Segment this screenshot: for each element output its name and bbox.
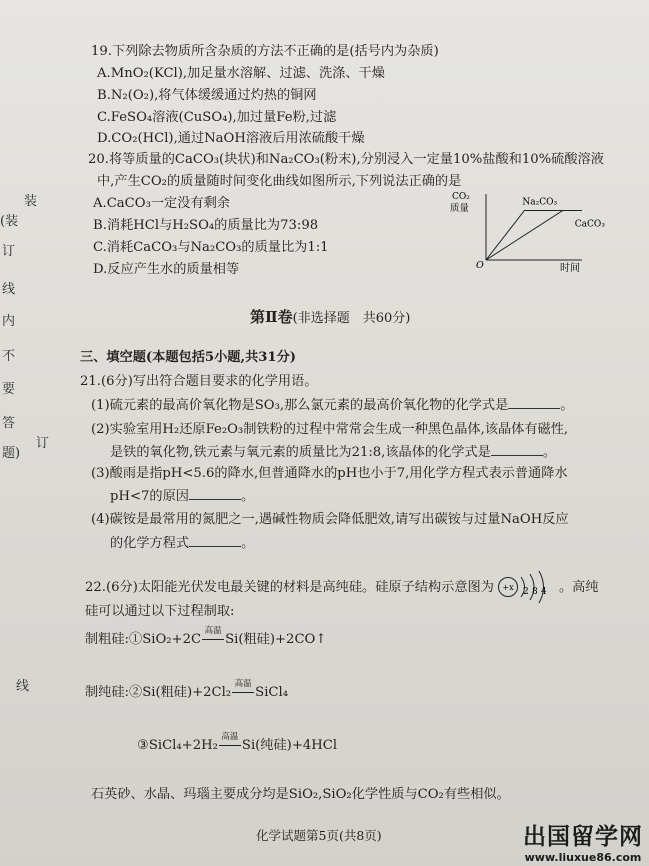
atom-nucleus-charge: +x [502, 583, 514, 592]
atom-shell-1-electrons: 2 [523, 587, 529, 597]
margin-label-6: 要 [2, 382, 16, 397]
q21-part-2b-text: 是铁的氧化物,铁元素与氧元素的质量比为21:8,该晶体的化学式是 [110, 445, 491, 460]
q21-part-3b: pH<7的原因 。 [110, 489, 255, 504]
eq1-condition [202, 626, 224, 648]
section-2-name: 第Ⅱ卷 [250, 308, 293, 326]
q21-part-3b-text: pH<7的原因 [110, 489, 189, 504]
series-line-1 [486, 211, 582, 261]
crude-silicon-label: 制粗硅: [85, 632, 130, 647]
q20-stem-line2: 中,产生CO₂的质量随时间变化曲线如图所示,下列说法正确的是 [97, 174, 462, 189]
margin-label-2: 订 [2, 244, 16, 259]
eq2-reactants: ②Si(粗硅)+2Cl₂ [129, 685, 232, 700]
page-footer: 化学试题第5页(共8页) [256, 828, 382, 843]
eq2-products: SiCl₄ [255, 685, 289, 700]
site-watermark [523, 818, 643, 864]
margin-label-0: 装 [24, 194, 38, 209]
series-label-1: CaCO₃ [574, 219, 605, 230]
q21-part-4b: 的化学方程式 。 [110, 536, 255, 551]
eq2-condition [232, 679, 254, 701]
eq2-condition-text: 高温 [234, 679, 252, 689]
atom-shell-3-electrons: 4 [541, 587, 547, 597]
margin-label-7: 答 [2, 416, 16, 431]
eq1-products: Si(粗硅)+2CO↑ [225, 632, 327, 647]
q21-answer-blank-1[interactable] [508, 397, 560, 409]
q20-option-a: A.CaCO₃一定没有剩余 [93, 196, 230, 211]
section-2-subtitle: (非选择题 共60分) [292, 311, 411, 326]
q21-part-2b: 是铁的氧化物,铁元素与氧元素的质量比为21:8,该晶体的化学式是 。 [110, 445, 557, 460]
silicon-atom-structure-diagram [497, 568, 557, 608]
watermark-url: www.liuxue86.com [524, 851, 642, 864]
q21-part-4b-text: 的化学方程式 [110, 536, 190, 551]
q21-part-4a: (4)碳铵是最常用的氮肥之一,遇碱性物质会降低肥效,请写出碳铵与过量NaOH反应 [91, 512, 569, 527]
q21-part-3a: (3)酸雨是指pH<5.6的降水,但普通降水的pH也小于7,用化学方程式表示普通降水 [91, 466, 568, 481]
chart-ylabel-line2: 质量 [450, 203, 470, 214]
chart-origin-label: O [476, 260, 484, 271]
part-3-heading: 三、填空题(本题包括5小题,共31分) [80, 350, 297, 365]
series-line-0 [486, 211, 582, 261]
margin-label-3: 线 [2, 282, 16, 297]
margin-label-1: (装 [0, 214, 19, 229]
q21-answer-blank-3[interactable] [189, 488, 241, 500]
q19-option-d: D.CO₂(HCl),通过NaOH溶液后用浓硫酸干燥 [97, 131, 365, 146]
q20-option-b: B.消耗HCl与H₂SO₄的质量比为73:98 [93, 218, 319, 233]
q21-stem: 21.(6分)写出符合题目要求的化学用语。 [80, 374, 318, 389]
pure-silicon-label: 制纯硅: [85, 685, 130, 700]
section-2-title [250, 306, 410, 327]
eq1-condition-text: 高温 [204, 626, 222, 636]
margin-label-8: 题) [2, 446, 21, 461]
eq3-condition-text: 高温 [221, 732, 239, 742]
eq1-reactants: ①SiO₂+2C [129, 632, 202, 647]
q22-equation-1 [85, 626, 327, 648]
q21-part-1: (1)硫元素的最高价氧化物是SO₃,那么氯元素的最高价氧化物的化学式是 。 [91, 398, 574, 413]
q20-option-d: D.反应产生水的质量相等 [93, 262, 240, 277]
atom-shell-2-electrons: 8 [532, 587, 538, 597]
watermark-site-name: 出国留学网 [523, 824, 643, 850]
q21-part-1-text: (1)硫元素的最高价氧化物是SO₃,那么氯元素的最高价氧化物的化学式是 [91, 398, 509, 413]
q21-answer-blank-4[interactable] [189, 535, 241, 547]
binding-margin [0, 0, 70, 866]
q19-stem: 19.下列除去物质所含杂质的方法不正确的是(括号内为杂质) [91, 44, 439, 59]
q20-option-c: C.消耗CaCO₃与Na₂CO₃的质量比为1:1 [93, 240, 329, 255]
q21-answer-blank-2[interactable] [491, 444, 543, 456]
series-label-0: Na₂CO₃ [522, 197, 558, 208]
q22-line-2: 硅可以通过以下过程制取: [85, 604, 235, 619]
co2-mass-time-chart [450, 188, 605, 274]
q20-stem-line1: 20.将等质量的CaCO₃(块状)和Na₂CO₃(粉末),分别浸入一定量10%盐酸和10%硫酸溶液 [88, 152, 604, 167]
q19-option-b: B.N₂(O₂),将气体缓缓通过灼热的铜网 [97, 88, 317, 103]
margin-label-9: 订 [36, 436, 50, 451]
eq3-condition [219, 732, 241, 754]
margin-label-10: 线 [16, 679, 30, 694]
q22-stem-end: 。高纯 [559, 580, 599, 595]
margin-label-5: 不 [2, 349, 16, 364]
q22-note: 石英砂、水晶、玛瑙主要成分均是SiO₂,SiO₂化学性质与CO₂有些相似。 [91, 787, 510, 802]
chart-xlabel: 时间 [560, 263, 580, 274]
q22-stem: 22.(6分)太阳能光伏发电最关键的材料是高纯硅。硅原子结构示意图为 [85, 580, 494, 595]
margin-label-4: 内 [2, 314, 16, 329]
eq3-products: Si(纯硅)+4HCl [241, 738, 338, 753]
q21-part-2a: (2)实验室用H₂还原Fe₂O₃制铁粉的过程中常常会生成一种黑色晶体,该晶体有磁性, [91, 422, 569, 437]
q19-option-a: A.MnO₂(KCl),加足量水溶解、过滤、洗涤、干燥 [97, 66, 385, 81]
q19-option-c: C.FeSO₄溶液(CuSO₄),加过量Fe粉,过滤 [97, 110, 337, 125]
q22-equation-2 [85, 679, 289, 701]
chart-ylabel-line1: CO₂ [452, 192, 470, 202]
q22-equation-3 [137, 732, 338, 754]
eq3-reactants: ③SiCl₄+2H₂ [137, 738, 218, 753]
